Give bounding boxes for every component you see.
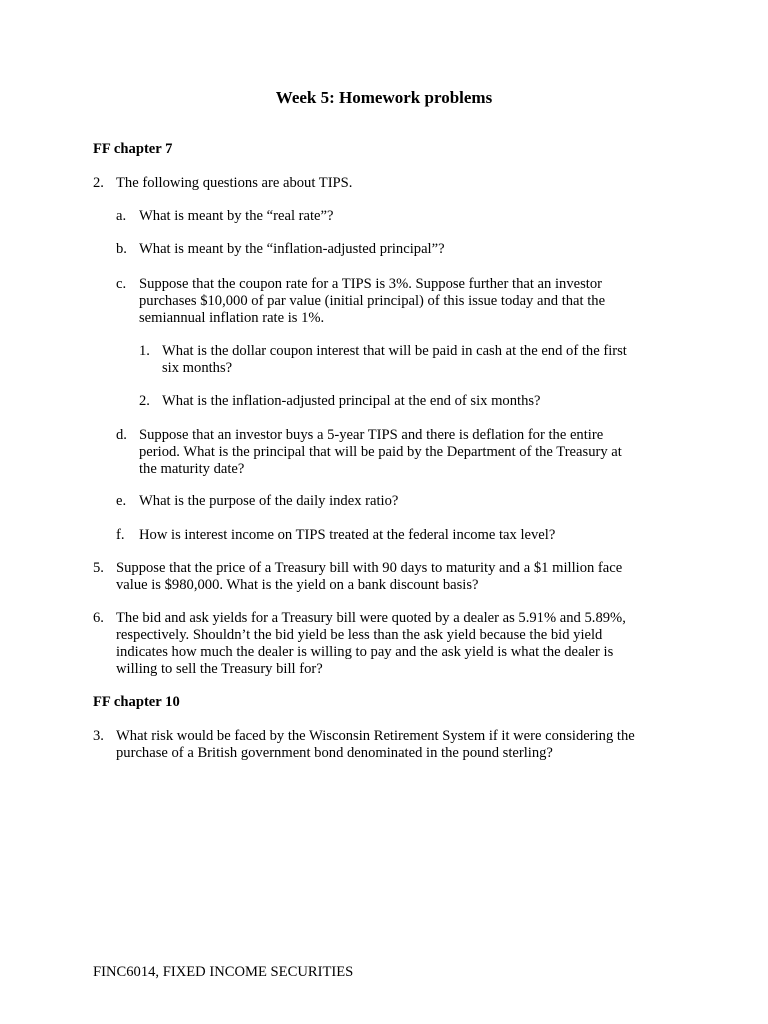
question-text: Suppose that the price of a Treasury bill with 90 days to maturity and a $1 million face value is $980,000. What is the yield on a bank discount basis? [116, 560, 623, 593]
question-number: 3. [93, 728, 104, 744]
part-label: e. [116, 493, 127, 509]
part-text: Suppose that an investor buys a 5-year TIPS and there is deflation for the entire period. What is the principal that will be paid by the Department of the Treasury at the maturity date? [139, 427, 622, 477]
part-text: Suppose that the coupon rate for a TIPS is 3%. Suppose further that an investor purchases $10,000 of par value (initial principal) of this issue today and that the semiannual inflation rate is 1%. [139, 276, 606, 326]
question-number: 2. [93, 175, 104, 191]
question-number: 6. [93, 610, 104, 626]
question-number: 5. [93, 560, 104, 576]
page-footer: FINC6014, FIXED INCOME SECURITIES [93, 964, 354, 980]
subpart-label: 2. [139, 393, 150, 409]
subpart-text: What is the inflation-adjusted principal at the end of six months? [162, 393, 541, 409]
question-text: The bid and ask yields for a Treasury bill were quoted by a dealer as 5.91% and 5.89%, respectively. Shouldn’t the bid yield be less than the ask yield because the bid yield indicates how much the dealer is willing to pay and the ask yield is what the dealer is willing to sell the Treasury bill for? [116, 610, 626, 677]
page-title: Week 5: Homework problems [275, 88, 493, 107]
part-text: How is interest income on TIPS treated at the federal income tax level? [139, 527, 556, 543]
section-heading-ch7: FF chapter 7 [93, 141, 173, 157]
question-text: The following questions are about TIPS. [116, 175, 353, 191]
part-text: What is meant by the “inflation-adjusted principal”? [139, 241, 445, 257]
part-label: a. [116, 208, 127, 224]
part-text: What is meant by the “real rate”? [139, 208, 334, 224]
part-label: f. [116, 527, 125, 543]
subpart-text: What is the dollar coupon interest that will be paid in cash at the end of the first six months? [162, 343, 627, 376]
section-heading-ch10: FF chapter 10 [93, 694, 180, 710]
question-text: What risk would be faced by the Wisconsin Retirement System if it were considering the purchase of a British government bond denominated in the pound sterling? [116, 728, 635, 761]
part-label: b. [116, 241, 127, 257]
part-text: What is the purpose of the daily index ratio? [139, 493, 399, 509]
part-label: c. [116, 276, 127, 292]
part-label: d. [116, 427, 127, 443]
subpart-label: 1. [139, 343, 150, 359]
